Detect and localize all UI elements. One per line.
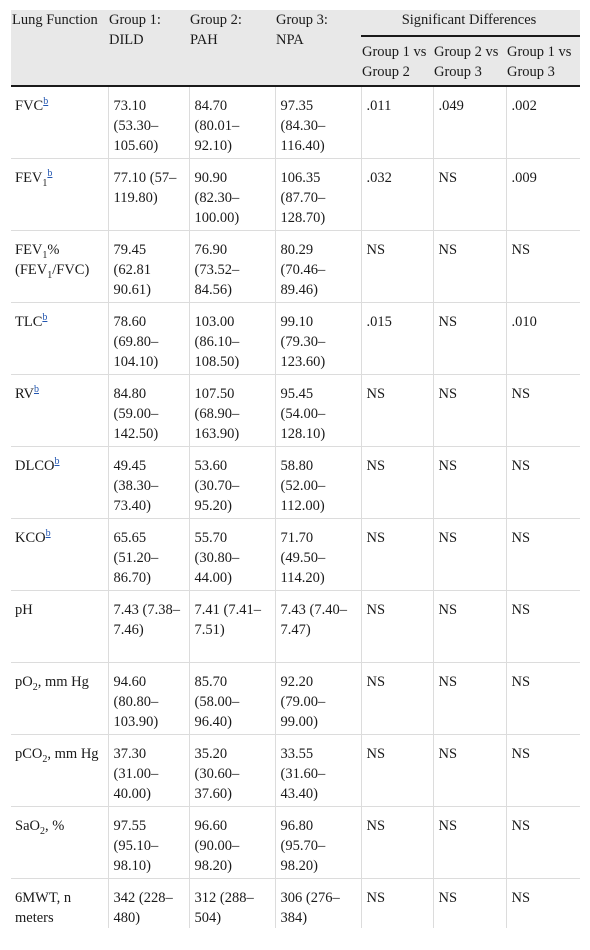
group1-value: 94.60 (80.80–103.90): [108, 663, 189, 735]
group3-value: 99.10 (79.30–123.60): [275, 303, 361, 375]
group3-value: 96.80 (95.70–98.20): [275, 807, 361, 879]
row-label: $pO_2$, mm Hg: [11, 663, 108, 735]
group2-value: 84.70 (80.01–92.10): [189, 86, 275, 159]
group1-value: 342 (228–480): [108, 879, 189, 929]
footnote-link[interactable]: b: [33, 384, 39, 396]
group2-value: 85.70 (58.00–96.40): [189, 663, 275, 735]
footnote-link[interactable]: b: [43, 96, 49, 108]
row-label: $FEV_1^b$: [11, 159, 108, 231]
group1-value: 97.55 (95.10–98.10): [108, 807, 189, 879]
sig-g1-g2: NS: [361, 447, 433, 519]
group1-value: 78.60 (69.80–104.10): [108, 303, 189, 375]
group2-value: 312 (288–504): [189, 879, 275, 929]
group2-value: 76.90 (73.52–84.56): [189, 231, 275, 303]
group2-value: 107.50 (68.90–163.90): [189, 375, 275, 447]
group1-value: 7.43 (7.38–7.46): [108, 591, 189, 663]
sig-g1-g3: NS: [506, 375, 580, 447]
sig-g2-g3: NS: [433, 375, 506, 447]
group2-value: 96.60 (90.00–98.20): [189, 807, 275, 879]
sig-g2-g3: NS: [433, 447, 506, 519]
row-label: FVC$^b$: [11, 86, 108, 159]
table-row: [11, 159, 580, 231]
sig-g1-g3: NS: [506, 879, 580, 929]
group3-value: 106.35 (87.70–128.70): [275, 159, 361, 231]
footnote-link[interactable]: b: [42, 312, 48, 324]
sig-g2-g3: NS: [433, 807, 506, 879]
sig-g1-g3: NS: [506, 807, 580, 879]
sig-g2-g3: NS: [433, 159, 506, 231]
group1-value: 73.10 (53.30–105.60): [108, 86, 189, 159]
sig-g1-g3: .002: [506, 86, 580, 159]
header-g2-vs-g3: Group 2 vs Group 3: [433, 36, 506, 86]
sig-g1-g2: NS: [361, 663, 433, 735]
table-row: [11, 447, 580, 519]
sig-g1-g2: NS: [361, 519, 433, 591]
row-label: DLCO$^b$: [11, 447, 108, 519]
group3-value: 92.20 (79.00–99.00): [275, 663, 361, 735]
group1-value: 79.45 (62.81 90.61): [108, 231, 189, 303]
sig-g1-g3: NS: [506, 447, 580, 519]
group2-value: 103.00 (86.10–108.50): [189, 303, 275, 375]
sig-g1-g2: NS: [361, 231, 433, 303]
row-label: KCO$^b$: [11, 519, 108, 591]
sig-g2-g3: NS: [433, 303, 506, 375]
group2-value: 53.60 (30.70–95.20): [189, 447, 275, 519]
sig-g1-g3: NS: [506, 735, 580, 807]
group3-value: 306 (276–384): [275, 879, 361, 929]
header-g1-vs-g3: Group 1 vs Group 3: [506, 36, 580, 86]
group1-value: 84.80 (59.00–142.50): [108, 375, 189, 447]
group2-value: 55.70 (30.80–44.00): [189, 519, 275, 591]
table-row: [11, 303, 580, 375]
table-body: [11, 86, 580, 928]
group3-value: 33.55 (31.60–43.40): [275, 735, 361, 807]
group3-value: 7.43 (7.40–7.47): [275, 591, 361, 663]
sig-g2-g3: NS: [433, 591, 506, 663]
footnote-link[interactable]: b: [45, 528, 51, 540]
group2-value: 35.20 (30.60–37.60): [189, 735, 275, 807]
header-significant-differences: Significant Differences: [361, 10, 580, 36]
footnote-link[interactable]: b: [54, 456, 60, 468]
header-lung-function: Lung Function: [11, 10, 108, 86]
sig-g1-g3: NS: [506, 663, 580, 735]
group1-value: 37.30 (31.00–40.00): [108, 735, 189, 807]
row-label: pCO$_2$, mm Hg: [11, 735, 108, 807]
table-row: [11, 375, 580, 447]
row-label: pH: [11, 591, 108, 663]
sig-g1-g2: NS: [361, 735, 433, 807]
sig-g2-g3: NS: [433, 879, 506, 929]
footnote-link[interactable]: b: [47, 168, 53, 180]
header-group1: Group 1: DILD: [108, 10, 189, 86]
sig-g2-g3: NS: [433, 735, 506, 807]
table-row: [11, 519, 580, 591]
group1-value: 65.65 (51.20–86.70): [108, 519, 189, 591]
sig-g2-g3: NS: [433, 519, 506, 591]
header-group2: Group 2: PAH: [189, 10, 275, 86]
sig-g1-g2: .015: [361, 303, 433, 375]
row-label: 6MWT, n meters: [15, 890, 72, 926]
sig-g1-g2: NS: [361, 591, 433, 663]
sig-g1-g2: NS: [361, 807, 433, 879]
sig-g1-g2: .011: [361, 86, 433, 159]
row-label: TLC$^b$: [11, 303, 108, 375]
table-row: [11, 86, 580, 159]
sig-g2-g3: NS: [433, 231, 506, 303]
row-label: SaO$_2$, %: [11, 807, 108, 879]
sig-g1-g3: .009: [506, 159, 580, 231]
header-g1-vs-g2: Group 1 vs Group 2: [361, 36, 433, 86]
group2-value: 90.90 (82.30–100.00): [189, 159, 275, 231]
group3-value: 80.29 (70.46–89.46): [275, 231, 361, 303]
table-row: [11, 591, 580, 663]
sig-g1-g2: NS: [361, 879, 433, 929]
sig-g1-g3: .010: [506, 303, 580, 375]
row-label: RV$^b$: [11, 375, 108, 447]
sig-g1-g3: NS: [506, 591, 580, 663]
sig-g1-g2: .032: [361, 159, 433, 231]
table-header: [11, 10, 580, 86]
sig-g1-g2: NS: [361, 375, 433, 447]
header-group3: Group 3: NPA: [275, 10, 361, 86]
row-label: $FEV_1\%$ $(FEV_1/FVC)$: [11, 231, 108, 303]
sig-g2-g3: NS: [433, 663, 506, 735]
sig-g2-g3: .049: [433, 86, 506, 159]
group3-value: 58.80 (52.00–112.00): [275, 447, 361, 519]
table-row: [11, 231, 580, 303]
group3-value: 95.45 (54.00–128.10): [275, 375, 361, 447]
table-row: [11, 807, 580, 879]
group3-value: 71.70 (49.50–114.20): [275, 519, 361, 591]
sig-g1-g3: NS: [506, 519, 580, 591]
group1-value: 77.10 (57–119.80): [108, 159, 189, 231]
table-row: [11, 663, 580, 735]
group3-value: 97.35 (84.30–116.40): [275, 86, 361, 159]
sig-g1-g3: NS: [506, 231, 580, 303]
table-row: [11, 735, 580, 807]
group1-value: 49.45 (38.30–73.40): [108, 447, 189, 519]
group2-value: 7.41 (7.41–7.51): [189, 591, 275, 663]
lung-function-table: [11, 10, 580, 928]
table-row: [11, 879, 580, 929]
